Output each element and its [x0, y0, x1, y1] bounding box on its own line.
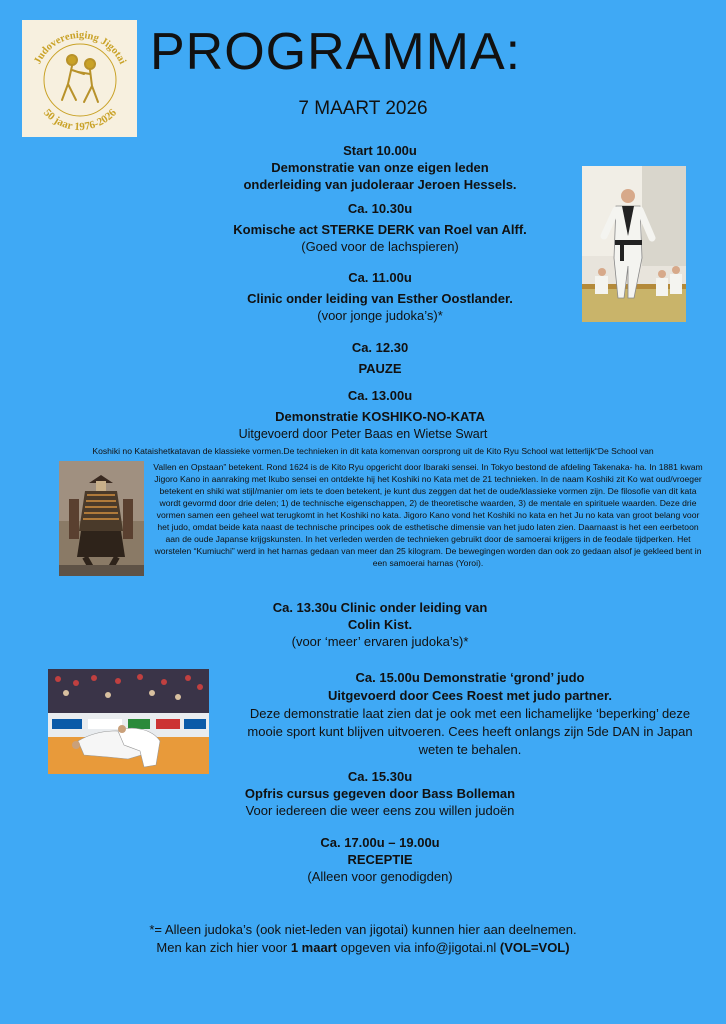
receptie-title: RECEPTIE: [347, 852, 413, 867]
kata-time: Ca. 13.00u: [347, 388, 413, 403]
grond-line2: Uitgevoerd door Cees Roest met judo partner.: [328, 688, 612, 703]
footer-line1: *= Alleen judoka’s (ook niet-leden van jigotai) kunnen hier aan deelnemen.: [149, 922, 577, 937]
item-1030: [110, 200, 650, 255]
act-title: Komische act STERKE DERK van Roel van Alff.: [233, 222, 527, 237]
start-title: Demonstratie van onze eigen leden: [271, 160, 489, 175]
footer-vol: (VOL=VOL): [499, 940, 570, 955]
act-time: Ca. 10.30u: [347, 201, 413, 216]
svg-text:Judovereniging Jigotai: [32, 30, 127, 66]
start-detail: onderleiding van judoleraar Jeroen Hessels.: [243, 177, 517, 192]
pauze-title: PAUZE: [358, 361, 402, 376]
item-1100: [110, 269, 650, 324]
photo-samurai-armor: [59, 461, 144, 576]
item-receptie: [110, 834, 650, 885]
kist-line1: Ca. 13.30u Clinic onder leiding van: [272, 600, 488, 615]
act-note: (Goed voor de lachspieren): [301, 239, 459, 254]
logo-anniversary-text: 50 jaar 1976-2026: [41, 106, 119, 134]
item-1500: [232, 669, 708, 759]
opfris-title: Opfris cursus gegeven door Bass Bolleman: [244, 786, 516, 801]
kata-performers: Uitgevoerd door Peter Baas en Wietse Swart: [238, 427, 488, 441]
kist-line2: Colin Kist.: [347, 617, 413, 632]
kist-note: (voor ‘meer’ ervaren judoka’s)*: [291, 634, 469, 649]
item-1300: [110, 387, 650, 425]
footer-deadline: 1 maart: [290, 940, 338, 955]
event-date: 7 MAART 2026: [298, 98, 428, 119]
logo-ring-text: Judovereniging Jigotai: [32, 29, 128, 66]
page-title: PROGRAMMA:: [150, 23, 522, 81]
opfris-time: Ca. 15.30u: [347, 769, 413, 784]
opfris-note: Voor iedereen die weer eens zou willen judoën: [245, 803, 515, 818]
footer-email-text: opgeven via info@jigotai.nl: [337, 940, 500, 955]
item-start: [110, 142, 650, 193]
clinic-title: Clinic onder leiding van Esther Oostlander.: [247, 291, 513, 306]
receptie-note: (Alleen voor genodigden): [307, 869, 453, 884]
item-1330: [180, 599, 580, 650]
clinic-time: Ca. 11.00u: [348, 270, 412, 285]
kata-intro: Koshiki no Kataishetkatavan de klassieke vormen.De technieken in dit kata komenvan oorsprong uit de Kito Ryu School wat letterlijk“De School van: [92, 446, 654, 456]
pauze-time: Ca. 12.30: [351, 340, 409, 355]
photo-judo-match: [48, 669, 209, 774]
grond-line1: Ca. 15.00u Demonstratie ‘grond’ judo: [355, 670, 585, 685]
grond-text: Deze demonstratie laat zien dat je ook met een lichamelijke ‘beperking’ deze mooie sport kunt blijven uitvoeren. Cees heeft onlangs zijn 5de DAN in Japan weten te behalen.: [247, 706, 693, 757]
item-1530: [110, 768, 650, 819]
footer-line2: [0, 939, 726, 957]
item-pauze: [110, 339, 650, 377]
clinic-note: (voor jonge judoka’s)*: [317, 308, 443, 323]
footer-line2-pre: Men kan zich hier voor: [156, 940, 291, 955]
start-time: Start 10.00u: [343, 143, 417, 158]
kata-description: Vallen en Opstaan” betekent. Rond 1624 is de Kito Ryu opgericht door Ibaraki sensei. In Tokyo bestond de afdeling Takenaka- ha. In 1881 kwam Jigoro Kano in aanraking met Ikubo sensei en ontdekte hij het Koshiki no Kata met de 21 technieken. In de naam Koshiki zit Ko wat oud/vroeger betekent en shiki wat stijl/manier om iets te doen betekent, je kunt dus zeggen dat het de oude/klassieke vormen zijn. De filosofie van dit kata wordt gevormd door drie delen; 1) de technische eigenschappen, 2) de theoretische waarden, 3) de mentale en spirituele waarden. Deze drie vormen samen een geheel wat terugkomt in het Koshiki no kata. Jigoro Kano vond het Koshiki no kata en het Ju no kata van groot belang voor het judo, omdat beide kata naast de technische principes ook de esthetische dimensie van het judo laten zien. Daarnaast is het een eerbetoon aan de oude Japanse krijgskunsten. In het verleden werden de technieken gebruikt door de samoerai krijgers in de feodale tijdperken. Het worstelen “Kumiuchi” werd in het harnas gedaan van meer dan 25 kilogram. De bewegingen worden dan ook zo gedaan alsof je gekleed bent in een samoerai harnas (Yoroi).: [153, 462, 703, 569]
footer-note: [0, 921, 726, 957]
receptie-time: Ca. 17.00u – 19.00u: [320, 835, 440, 850]
kata-title: Demonstratie KOSHIKO-NO-KATA: [275, 409, 485, 424]
